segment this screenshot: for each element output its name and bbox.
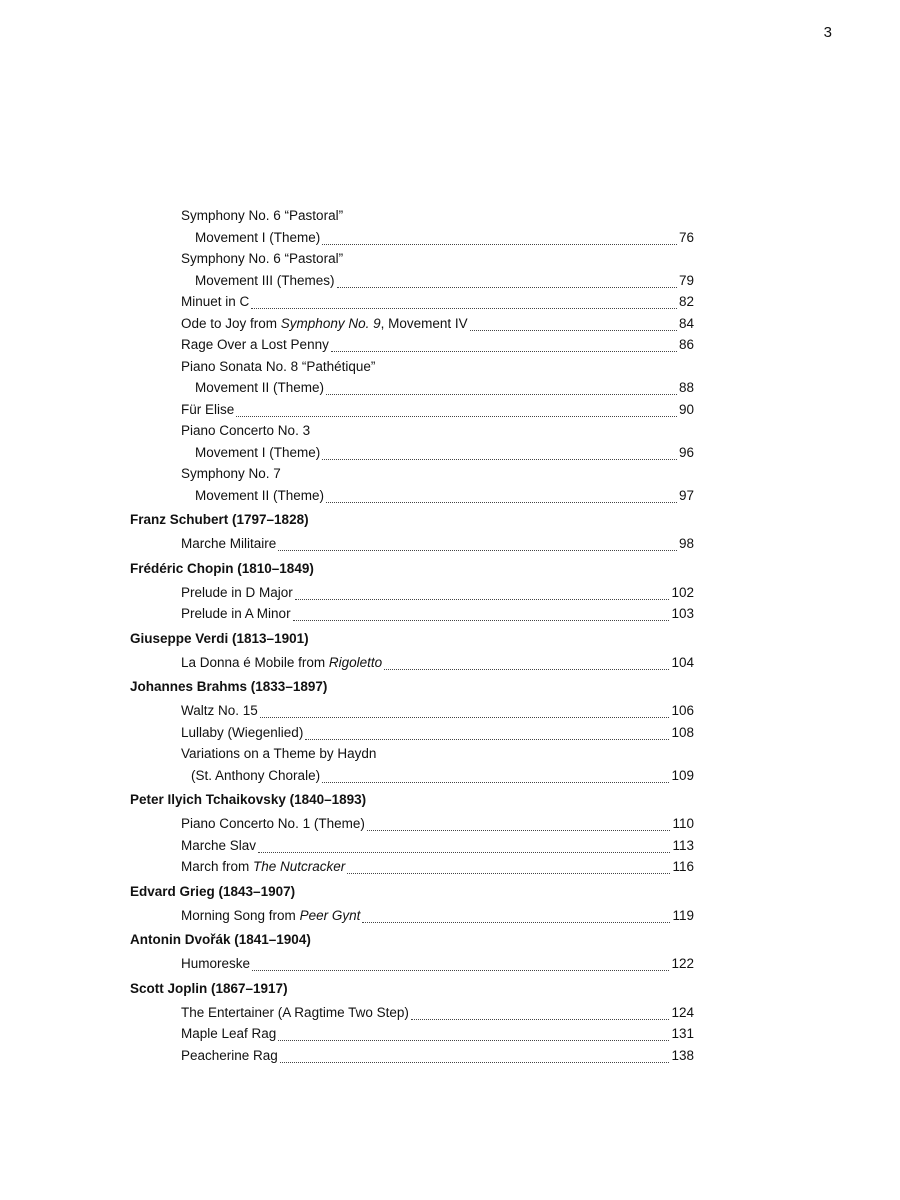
dot-leader — [384, 659, 669, 670]
italic-work-title: Rigoletto — [328, 654, 383, 670]
toc-entry-page: 131 — [671, 1026, 694, 1041]
toc-entry-page: 138 — [671, 1047, 694, 1063]
composer-heading: Frédéric Chopin (1810–1849) — [130, 560, 314, 576]
toc-group-beethoven — [130, 205, 694, 506]
toc-entry[interactable] — [130, 442, 694, 464]
toc-entry-title: Movement II (Theme) — [195, 380, 325, 395]
toc-entry-title: Waltz No. 15 — [181, 703, 258, 718]
toc-entry-page: 113 — [672, 837, 694, 853]
dot-leader — [260, 707, 670, 718]
toc-entry[interactable] — [130, 953, 694, 975]
dot-leader — [326, 384, 677, 395]
toc-entry-title: Lullaby (Wiegenlied) — [181, 724, 304, 740]
italic-work-title: Symphony No. 9 — [280, 315, 381, 331]
toc-entry[interactable] — [130, 835, 694, 857]
toc-entry-page: 96 — [678, 444, 694, 460]
composer-heading: Scott Joplin (1867–1917) — [130, 980, 288, 996]
toc-entry-page: 79 — [678, 272, 694, 288]
toc-entry-page: 110 — [672, 816, 694, 831]
toc-entry[interactable] — [130, 485, 694, 507]
toc-entry[interactable] — [130, 270, 694, 292]
toc-entry-page: 98 — [678, 536, 694, 551]
toc-entry[interactable] — [130, 765, 694, 787]
toc-entry-title: La Donna é Mobile from Rigoletto — [181, 654, 383, 670]
toc-entry-page: 76 — [678, 229, 694, 245]
toc-entry[interactable] — [130, 1045, 694, 1067]
dot-leader — [252, 960, 669, 971]
toc-entry-title: Movement III (Themes) — [195, 272, 335, 288]
toc-group-chopin — [130, 558, 694, 625]
toc-entry[interactable] — [130, 722, 694, 744]
toc-entry-title: Humoreske — [181, 956, 251, 971]
dot-leader — [295, 589, 670, 600]
toc-group-dvorak — [130, 929, 694, 975]
toc-entry-page: 119 — [672, 907, 694, 923]
composer-heading: Johannes Brahms (1833–1897) — [130, 679, 328, 694]
toc-entry[interactable] — [130, 313, 694, 335]
toc-entry[interactable] — [130, 582, 694, 604]
toc-group-schubert — [130, 509, 694, 555]
toc-entry-page: 97 — [678, 487, 694, 503]
toc-entry-page: 88 — [678, 380, 694, 395]
toc-entry-heading: Symphony No. 6 “Pastoral” — [181, 251, 344, 266]
toc-entry-title: Movement I (Theme) — [195, 229, 321, 245]
toc-entry-title: Piano Concerto No. 1 (Theme) — [181, 816, 365, 831]
toc-entry-title: Ode to Joy from Symphony No. 9, Movement IV — [181, 315, 468, 331]
toc-entry[interactable] — [130, 1023, 694, 1045]
dot-leader — [322, 234, 677, 245]
toc-entry-title: Rage Over a Lost Penny — [181, 337, 329, 352]
toc-entry[interactable] — [130, 905, 694, 927]
composer-heading: Franz Schubert (1797–1828) — [130, 512, 309, 527]
toc-entry[interactable] — [130, 533, 694, 555]
toc-entry-title: March from The Nutcracker — [181, 859, 346, 874]
toc-entry[interactable] — [130, 856, 694, 878]
toc-entry-page: 104 — [671, 654, 694, 670]
toc-entry-title: Marche Militaire — [181, 536, 277, 551]
toc-entry-page: 90 — [678, 401, 694, 417]
toc-entry[interactable] — [130, 652, 694, 674]
toc-entry[interactable] — [130, 700, 694, 722]
composer-heading: Edvard Grieg (1843–1907) — [130, 883, 296, 899]
toc-entry-title: Prelude in D Major — [181, 584, 293, 600]
toc-entry-page: 122 — [671, 956, 694, 971]
toc-entry-page: 102 — [671, 584, 694, 600]
dot-leader — [326, 492, 677, 503]
toc-entry-page: 124 — [671, 1004, 694, 1020]
toc-entry-title: Marche Slav — [181, 837, 257, 853]
dot-leader — [293, 610, 670, 621]
dot-leader — [280, 1052, 670, 1063]
toc-entry[interactable] — [130, 291, 694, 313]
toc-entry-title: Movement I (Theme) — [195, 444, 321, 460]
dot-leader — [470, 320, 677, 331]
dot-leader — [258, 842, 670, 853]
toc-entry-page: 82 — [678, 294, 694, 309]
dot-leader — [322, 449, 677, 460]
dot-leader — [251, 298, 677, 309]
toc-entry-title: Für Elise — [181, 401, 235, 417]
dot-leader — [362, 912, 670, 923]
dot-leader — [305, 729, 669, 740]
toc-group-brahms — [130, 676, 694, 786]
composer-heading: Giuseppe Verdi (1813–1901) — [130, 630, 309, 646]
toc-group-grieg — [130, 881, 694, 927]
toc-entry-title: Maple Leaf Rag — [181, 1026, 277, 1041]
toc-entry-page: 109 — [671, 767, 694, 783]
dot-leader — [278, 1030, 669, 1041]
toc-entry-title: Movement II (Theme) — [195, 487, 325, 503]
toc-entry[interactable] — [130, 1002, 694, 1024]
toc-group-tchaikovsky — [130, 789, 694, 878]
toc-group-verdi — [130, 628, 694, 674]
toc-entry[interactable] — [130, 603, 694, 625]
italic-work-title: The Nutcracker — [253, 859, 346, 874]
dot-leader — [367, 820, 671, 831]
toc-entry-heading: Piano Concerto No. 3 — [181, 423, 311, 438]
toc-entry-title: Prelude in A Minor — [181, 606, 291, 621]
toc-entry-heading: Piano Sonata No. 8 “Pathétique” — [181, 358, 376, 374]
toc-entry-page: 86 — [678, 337, 694, 352]
dot-leader — [411, 1009, 670, 1020]
toc-entry-page: 116 — [672, 859, 694, 874]
toc-entry-title: (St. Anthony Chorale) — [191, 767, 321, 783]
toc-entry-title: The Entertainer (A Ragtime Two Step) — [181, 1004, 409, 1020]
toc-entry-title: Minuet in C — [181, 294, 250, 309]
toc-entry-title: Peacherine Rag — [181, 1047, 278, 1063]
toc-entry-page: 108 — [671, 724, 694, 740]
composer-heading: Peter Ilyich Tchaikovsky (1840–1893) — [130, 792, 367, 807]
toc-entry-title: Morning Song from Peer Gynt — [181, 907, 361, 923]
toc-entry[interactable] — [130, 399, 694, 421]
page-number: 3 — [823, 24, 832, 41]
toc-entry-heading: Symphony No. 6 “Pastoral” — [181, 208, 344, 223]
dot-leader — [337, 277, 677, 288]
dot-leader — [322, 772, 669, 783]
dot-leader — [278, 540, 677, 551]
italic-work-title: Peer Gynt — [299, 907, 361, 923]
dot-leader — [236, 406, 677, 417]
dot-leader — [347, 863, 670, 874]
toc-entry[interactable] — [130, 813, 694, 835]
toc-entry-heading: Variations on a Theme by Haydn — [181, 746, 377, 761]
toc-entry-page: 106 — [671, 703, 694, 718]
toc-group-joplin — [130, 978, 694, 1067]
toc-entry[interactable] — [130, 377, 694, 399]
toc-entry-page: 84 — [678, 315, 694, 331]
toc-entry[interactable] — [130, 227, 694, 249]
dot-leader — [331, 341, 677, 352]
table-of-contents — [130, 205, 694, 1069]
toc-entry-heading: Symphony No. 7 — [181, 466, 281, 481]
composer-heading: Antonin Dvořák (1841–1904) — [130, 932, 311, 947]
toc-entry[interactable] — [130, 334, 694, 356]
toc-entry-page: 103 — [671, 606, 694, 621]
